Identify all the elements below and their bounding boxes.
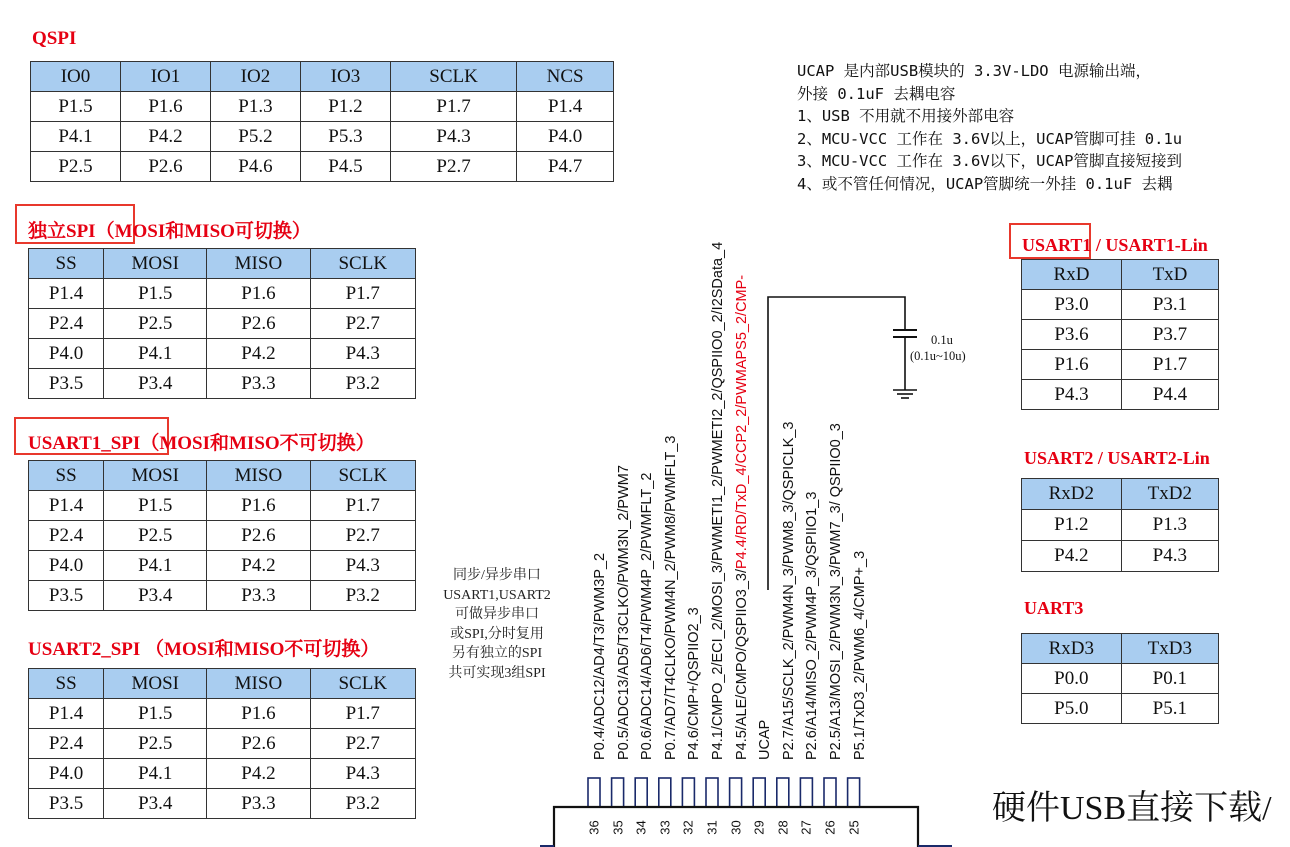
table-cell: P2.6: [207, 521, 310, 551]
table-cell: P2.7: [310, 521, 415, 551]
table-cell: P4.2: [207, 339, 310, 369]
usart2-spi-title: USART2_SPI （MOSI和MISO不可切换）: [28, 639, 380, 660]
usart2-table: [1021, 478, 1219, 572]
table-row: [31, 122, 614, 152]
usart1-title-main: USART1: [1022, 235, 1092, 255]
note-line: 外接 0.1uF 去耦电容: [797, 84, 956, 103]
pin-column: [706, 70, 730, 770]
table-row: [29, 581, 416, 611]
pin-lead: [824, 778, 836, 807]
table-cell: P1.5: [104, 491, 207, 521]
pin-label: [824, 70, 848, 770]
table-cell: P4.1: [104, 339, 207, 369]
table-cell: P4.3: [390, 122, 516, 152]
column-header: SCLK: [310, 669, 415, 699]
qspi-table: [30, 61, 614, 182]
column-header: SS: [29, 249, 104, 279]
table-cell: P5.0: [1022, 694, 1122, 724]
table-cell: P1.6: [207, 491, 310, 521]
pin-label: [800, 70, 824, 770]
pin-label: [635, 70, 659, 770]
table-cell: P2.5: [104, 309, 207, 339]
pin-label: [612, 70, 636, 770]
pin-lead: [635, 778, 647, 807]
table-row: [29, 521, 416, 551]
pin-lead: [659, 778, 671, 807]
pin-number: 30: [728, 820, 744, 835]
table-cell: P1.4: [29, 279, 104, 309]
note-line: UCAP 是内部USB模块的 3.3V-LDO 电源输出端，: [797, 62, 1151, 80]
table-cell: P3.4: [104, 789, 207, 819]
table-cell: P1.7: [310, 491, 415, 521]
table-cell: P2.5: [104, 521, 207, 551]
table-row: [1022, 350, 1219, 380]
table-cell: P2.4: [29, 729, 104, 759]
uart3-title: UART3: [1024, 598, 1084, 618]
table-cell: P4.0: [29, 759, 104, 789]
table-cell: P3.1: [1121, 290, 1218, 320]
table-cell: P3.6: [1022, 320, 1122, 350]
pin-number: 27: [798, 820, 814, 835]
table-cell: P1.3: [210, 92, 300, 122]
table-cell: P2.7: [310, 729, 415, 759]
table-cell: P2.5: [31, 152, 121, 182]
pin-column: [730, 70, 754, 770]
note-line: 或SPI,分时复用: [450, 626, 544, 642]
column-header: MISO: [207, 669, 310, 699]
pin-number: 36: [586, 820, 602, 835]
table-cell: P2.7: [310, 309, 415, 339]
note-line: 4、或不管任何情况，UCAP管脚统一外挂 0.1uF 去耦: [797, 174, 1173, 193]
pin-function-text: P2.6/A14/MISO_2/PWM4P_3/QSPIIO1_3: [804, 491, 821, 760]
pin-column: [800, 70, 824, 770]
table-row: [1022, 541, 1219, 572]
usart1-table: [1021, 259, 1219, 410]
column-header: MISO: [207, 461, 310, 491]
table-row: [31, 92, 614, 122]
table-row: [29, 279, 416, 309]
pin-function-text: P0.4/ADC12/AD4/T3/PWM3P_2: [592, 552, 608, 760]
table-cell: P4.1: [31, 122, 121, 152]
usart2-title: USART2 / USART2-Lin: [1024, 448, 1210, 468]
table-header-row: [29, 669, 416, 699]
table-cell: P3.5: [29, 369, 104, 399]
pin-lead: [588, 778, 600, 807]
table-cell: P2.4: [29, 309, 104, 339]
column-header: SCLK: [310, 249, 415, 279]
table-cell: P4.3: [1022, 380, 1122, 410]
column-header: RxD: [1022, 260, 1122, 290]
table-cell: P4.2: [207, 759, 310, 789]
table-row: [29, 789, 416, 819]
table-cell: P1.7: [1121, 350, 1218, 380]
pin-column: [753, 70, 777, 770]
pin-column: [777, 70, 801, 770]
column-header: IO3: [300, 62, 390, 92]
pin-column: [612, 70, 636, 770]
pin-lead: [612, 778, 624, 807]
pin-function-text: P0.7/AD7/T4CLKO/PWM4N_2/PWM8/PWMFLT_3: [662, 435, 679, 760]
table-cell: P2.5: [104, 729, 207, 759]
table-cell: P5.1: [1121, 694, 1218, 724]
table-cell: P3.7: [1121, 320, 1218, 350]
serial-note: [427, 566, 567, 683]
pin-number: 34: [633, 820, 649, 835]
pin-label: [659, 70, 683, 770]
chip-outline: [540, 770, 960, 847]
table-row: [1022, 380, 1219, 410]
table-row: [1022, 320, 1219, 350]
table-header-row: [1022, 260, 1219, 290]
table-header-row: [29, 249, 416, 279]
column-header: NCS: [517, 62, 614, 92]
table-row: [1022, 510, 1219, 541]
table-cell: P4.4: [1121, 380, 1218, 410]
table-cell: P4.2: [207, 551, 310, 581]
pin-labels: [588, 70, 878, 770]
table-cell: P1.6: [207, 279, 310, 309]
table-row: [1022, 664, 1219, 694]
table-cell: P3.0: [1022, 290, 1122, 320]
column-header: SCLK: [310, 461, 415, 491]
pin-lead: [848, 778, 860, 807]
capacitor-value: 0.1u: [931, 333, 953, 347]
pin-label: [706, 70, 730, 770]
table-row: [31, 152, 614, 182]
table-row: [29, 759, 416, 789]
pin-number: 25: [846, 820, 862, 835]
column-header: IO2: [210, 62, 300, 92]
table-row: [29, 551, 416, 581]
pin-number: 28: [775, 820, 791, 835]
table-row: [29, 339, 416, 369]
column-header: SS: [29, 461, 104, 491]
table-cell: P5.3: [300, 122, 390, 152]
table-cell: P1.6: [207, 699, 310, 729]
usart1-title-rest: / USART1-Lin: [1091, 235, 1208, 255]
column-header: TxD2: [1121, 479, 1218, 510]
qspi-title: QSPI: [32, 28, 77, 49]
table-cell: P4.0: [29, 339, 104, 369]
table-cell: P3.2: [310, 581, 415, 611]
table-cell: P3.4: [104, 581, 207, 611]
usart1-spi-title-main: USART1_SPI: [28, 433, 141, 454]
note-line: 3、MCU-VCC 工作在 3.6V以下，UCAP管脚直接短接到: [797, 152, 1182, 170]
spi-title-main: 独立SPI: [28, 221, 96, 242]
table-cell: P4.5: [300, 152, 390, 182]
table-cell: P1.2: [300, 92, 390, 122]
table-header-row: [29, 461, 416, 491]
table-cell: P1.5: [31, 92, 121, 122]
table-cell: P1.6: [1022, 350, 1122, 380]
pin-function-text: P2.5/A13/MOSI_2/PWM3N_3/PWM7_3/ QSPIIO0_3: [828, 423, 844, 760]
column-header: RxD3: [1022, 634, 1122, 664]
pin-column: [824, 70, 848, 770]
table-cell: P4.0: [29, 551, 104, 581]
table-cell: P3.2: [310, 789, 415, 819]
table-cell: P3.3: [207, 789, 310, 819]
table-cell: P2.6: [120, 152, 210, 182]
table-cell: P3.3: [207, 581, 310, 611]
table-row: [29, 729, 416, 759]
table-cell: P4.6: [210, 152, 300, 182]
table-cell: P1.4: [517, 92, 614, 122]
uart3-table: [1021, 633, 1219, 724]
table-header-row: [31, 62, 614, 92]
table-cell: P4.2: [120, 122, 210, 152]
table-cell: P1.3: [1121, 510, 1218, 541]
note-line: 另有独立的SPI: [451, 646, 543, 661]
pin-lead: [706, 778, 718, 807]
table-header-row: [1022, 634, 1219, 664]
pin-lead: [753, 778, 765, 807]
column-header: IO1: [120, 62, 210, 92]
table-header-row: [1022, 479, 1219, 510]
pin-label: [777, 70, 801, 770]
column-header: TxD3: [1121, 634, 1218, 664]
usart1-spi-table: [28, 460, 416, 611]
table-cell: P4.3: [1121, 541, 1218, 572]
usart1-spi-title-note: （MOSI和MISO不可切换）: [140, 433, 375, 454]
pin-lead: [682, 778, 694, 807]
table-cell: P4.0: [517, 122, 614, 152]
pin-number: 31: [704, 820, 720, 835]
column-header: MOSI: [104, 461, 207, 491]
table-row: [29, 491, 416, 521]
pin-number: 32: [680, 820, 696, 835]
table-cell: P3.5: [29, 789, 104, 819]
table-cell: P4.1: [104, 759, 207, 789]
pin-function-highlight: P4.4/RD/TxD_4/CCP2_2/PWMAPS5_2/CMP-: [733, 274, 750, 569]
table-cell: P2.7: [390, 152, 516, 182]
table-cell: P2.6: [207, 729, 310, 759]
pin-lead: [777, 778, 789, 807]
column-header: MISO: [207, 249, 310, 279]
pin-function-text: P2.7/A15/SCLK_2/PWM4N_3/PWM8_3/QSPICLK_3: [780, 421, 797, 760]
note-line: 2、MCU-VCC 工作在 3.6V以上，UCAP管脚可挂 0.1u: [797, 129, 1183, 148]
spi-title: [28, 216, 311, 243]
pin-lead: [730, 778, 742, 807]
pin-function-text: P0.6/ADC14/AD6/T4/PWM4P_2/PWMFLT_2: [639, 472, 656, 760]
pin-lead: [800, 778, 812, 807]
usb-download-title: 硬件USB直接下载/: [992, 790, 1272, 827]
pin-column: [588, 70, 612, 770]
table-cell: P0.1: [1121, 664, 1218, 694]
table-cell: P0.0: [1022, 664, 1122, 694]
note-line: 共可实现3组SPI: [448, 665, 546, 681]
column-header: SS: [29, 669, 104, 699]
table-cell: P4.2: [1022, 541, 1122, 572]
table-row: [29, 369, 416, 399]
table-cell: P3.2: [310, 369, 415, 399]
note-line: USART1,USART2: [443, 587, 551, 603]
table-cell: P4.3: [310, 759, 415, 789]
table-cell: P2.4: [29, 521, 104, 551]
pin-column: [848, 70, 872, 770]
column-header: RxD2: [1022, 479, 1122, 510]
usart1-title: [1022, 235, 1208, 256]
table-cell: P1.7: [310, 279, 415, 309]
note-line: 可做异步串口: [455, 607, 539, 622]
pin-function-text: P0.5/ADC13/AD5/T3CLKO/PWM3N_2/PWM7: [615, 465, 632, 760]
pin-function-text: P5.1/TxD3_2/PWM6_4/CMP+_3: [851, 550, 868, 760]
column-header: TxD: [1121, 260, 1218, 290]
usart1-spi-title: [28, 428, 375, 455]
pin-number: 29: [751, 820, 767, 835]
spi-table: [28, 248, 416, 399]
table-cell: P3.3: [207, 369, 310, 399]
table-row: [29, 309, 416, 339]
column-header: IO0: [31, 62, 121, 92]
table-cell: P1.4: [29, 699, 104, 729]
pin-function-text: UCAP: [757, 719, 774, 760]
table-row: [1022, 290, 1219, 320]
table-cell: P1.2: [1022, 510, 1122, 541]
table-cell: P3.5: [29, 581, 104, 611]
table-cell: P1.5: [104, 279, 207, 309]
pin-label: [730, 70, 754, 770]
table-cell: P5.2: [210, 122, 300, 152]
table-cell: P1.7: [390, 92, 516, 122]
table-cell: P1.4: [29, 491, 104, 521]
pin-function-text: P4.5/ALE/CMPO/QSPIIO3_3/: [733, 569, 750, 760]
table-cell: P4.7: [517, 152, 614, 182]
table-cell: P2.6: [207, 309, 310, 339]
pin-function-text: P4.6/CMP+/QSPIIO2_3: [686, 607, 703, 760]
table-cell: P4.1: [104, 551, 207, 581]
table-cell: P4.3: [310, 551, 415, 581]
note-line: 1、USB 不用就不用接外部电容: [797, 107, 1015, 125]
pin-label: [848, 70, 872, 770]
table-cell: P3.4: [104, 369, 207, 399]
column-header: SCLK: [390, 62, 516, 92]
pin-label: [753, 70, 777, 770]
spi-title-note: （MOSI和MISO可切换）: [95, 221, 311, 242]
table-cell: P4.3: [310, 339, 415, 369]
pin-column: [682, 70, 706, 770]
pin-number: 33: [657, 820, 673, 835]
pin-number: 35: [610, 820, 626, 835]
pin-label: [588, 70, 612, 770]
table-cell: P1.7: [310, 699, 415, 729]
pin-column: [659, 70, 683, 770]
capacitor-range: (0.1u~10u): [910, 349, 966, 363]
pin-label: [682, 70, 706, 770]
pin-column: [635, 70, 659, 770]
table-cell: P1.5: [104, 699, 207, 729]
column-header: MOSI: [104, 669, 207, 699]
pin-number: 26: [822, 820, 838, 835]
pin-function-text: P4.1/CMPO_2/ECI_2/MOSI_3/PWMETI1_2/PWMETI2_2/QSPIIO0_2/I2SData_4: [710, 241, 726, 760]
column-header: MOSI: [104, 249, 207, 279]
table-row: [1022, 694, 1219, 724]
note-line: 同步/异步串口: [453, 568, 541, 583]
table-row: [29, 699, 416, 729]
table-cell: P1.6: [120, 92, 210, 122]
usart2-spi-table: [28, 668, 416, 819]
